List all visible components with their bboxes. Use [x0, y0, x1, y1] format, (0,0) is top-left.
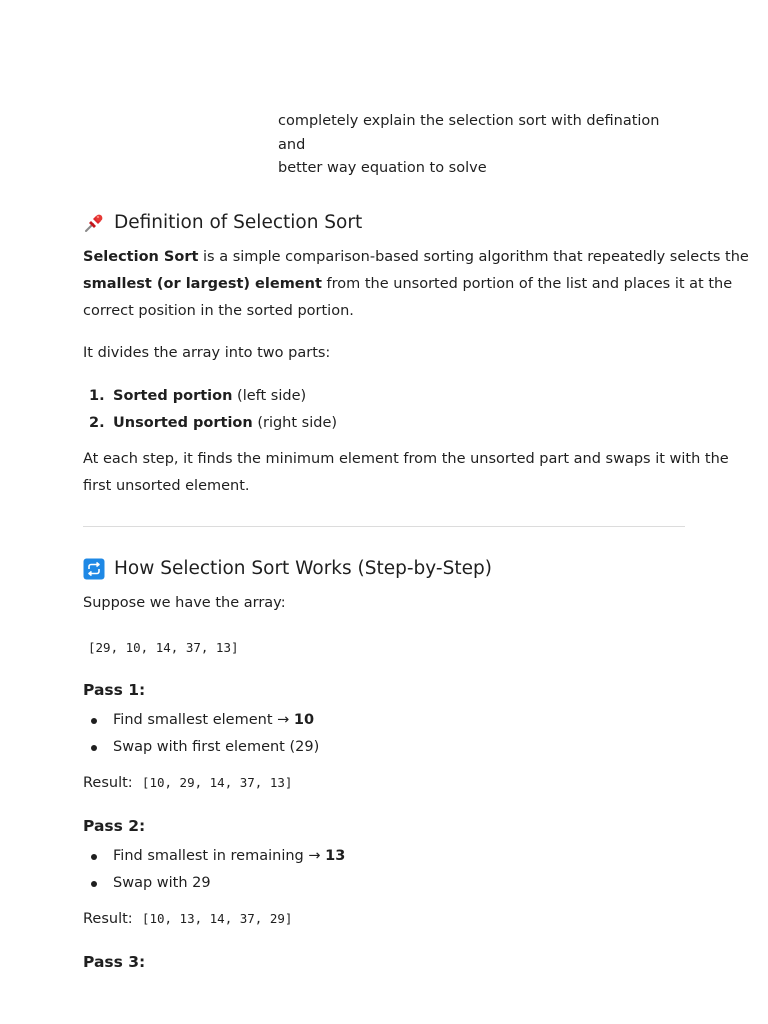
list-item-bold: 13: [325, 848, 346, 864]
intro-paragraph: Suppose we have the array:: [83, 595, 286, 611]
list-item-text: Find smallest in remaining →: [113, 848, 326, 864]
step-paragraph-line: first unsorted element.: [83, 478, 250, 494]
repeat-icon: [83, 558, 105, 580]
bullet-icon: [91, 881, 97, 887]
array-code-block: [29, 10, 14, 37, 13]: [88, 640, 239, 655]
list-item: [83, 734, 319, 761]
list-item-text: Swap with first element (29): [113, 739, 320, 755]
list-item: [83, 843, 345, 870]
user-message-line: better way equation to solve: [278, 160, 487, 176]
list-item: [83, 410, 337, 437]
list-item-text: Swap with 29: [113, 875, 211, 891]
list-item: [83, 383, 306, 410]
result-value: [10, 13, 14, 37, 29]: [141, 911, 293, 926]
bullet-icon: [91, 718, 97, 724]
list-marker: 1.: [89, 388, 105, 404]
list-item: [83, 870, 211, 897]
how-it-works-heading-text: How Selection Sort Works (Step-by-Step): [114, 558, 492, 579]
list-item-text: (left side): [232, 388, 307, 404]
bullet-icon: [91, 745, 97, 751]
text: is a simple comparison-based sorting algorithm that repeatedly selects the: [198, 249, 749, 265]
bullet-icon: [91, 854, 97, 860]
result-value: [10, 29, 14, 37, 13]: [141, 775, 293, 790]
list-marker: 2.: [89, 415, 105, 431]
result-label: Result:: [83, 911, 133, 927]
list-item-bold: Sorted portion: [113, 388, 233, 404]
user-message: [278, 110, 678, 181]
definition-paragraph-line: [83, 271, 733, 298]
pushpin-icon: [83, 212, 105, 234]
definition-heading: [83, 210, 362, 236]
divides-paragraph: It divides the array into two parts:: [83, 345, 331, 361]
list-item-bold: Unsorted portion: [113, 415, 253, 431]
definition-paragraph-line: [83, 244, 749, 271]
bold-text: Selection Sort: [83, 249, 199, 265]
text: from the unsorted portion of the list and places it at the: [321, 276, 733, 292]
definition-heading-text: Definition of Selection Sort: [114, 212, 363, 233]
pass-1-heading: Pass 1:: [83, 681, 146, 699]
how-it-works-heading: [83, 556, 492, 582]
bold-text: smallest (or largest) element: [83, 276, 322, 292]
pass-2-result: [83, 905, 685, 933]
result-label: Result:: [83, 775, 133, 791]
list-item-text: Find smallest element →: [113, 712, 294, 728]
step-paragraph-line: At each step, it finds the minimum element from the unsorted part and swaps it with the: [83, 451, 729, 467]
list-item-bold: 10: [293, 712, 315, 728]
pass-1-result: [83, 769, 685, 797]
user-message-line: completely explain the selection sort with defination and: [278, 113, 660, 153]
list-item: [83, 707, 314, 734]
definition-paragraph-line: correct position in the sorted portion.: [83, 303, 354, 319]
pass-2-heading: Pass 2:: [83, 817, 146, 835]
list-item-text: (right side): [252, 415, 338, 431]
pass-3-heading: Pass 3:: [83, 953, 146, 971]
section-divider: [83, 526, 685, 527]
